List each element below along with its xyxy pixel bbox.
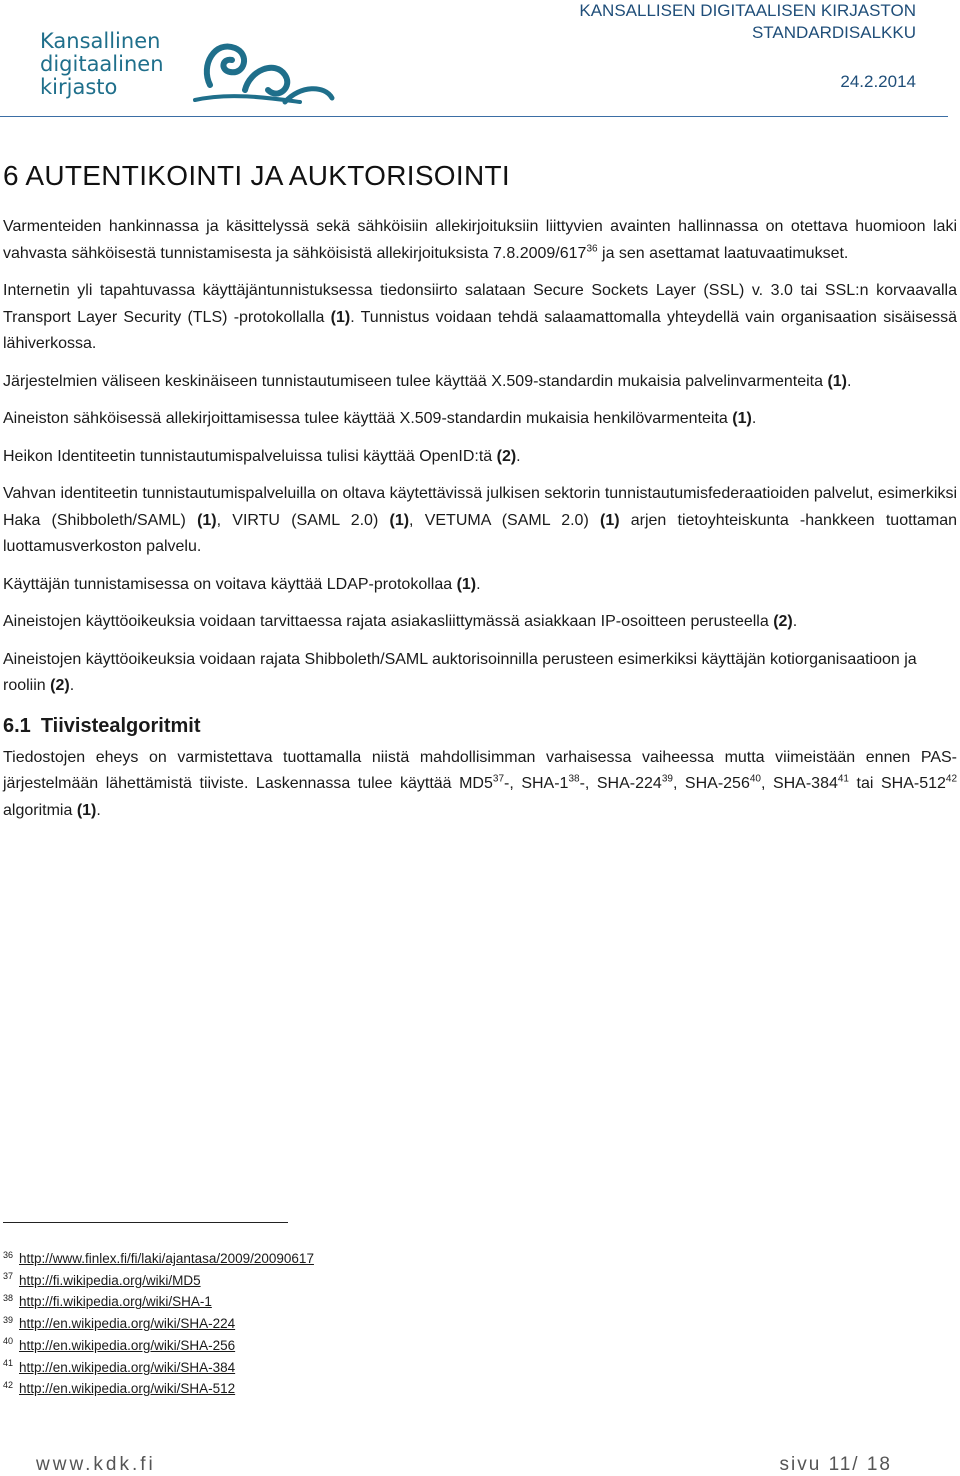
paragraph-2: Internetin yli tapahtuvassa käyttäjäntunnistuksessa tiedonsiirto salataan Secure Sockets Layer (SSL) v. 3.0 tai SSL:n korvaavalla Transport Layer Security (TLS) -protokollalla (1). Tunnistus voidaan tehdä salaamattomalla yhteydellä vain organisaation sisäisessä lähiverkossa. <box>3 282 957 352</box>
footnote-link-41[interactable]: http://en.wikipedia.org/wiki/SHA-384 <box>19 1359 236 1375</box>
paragraph-3: Järjestelmien väliseen keskinäiseen tunnistautumiseen tulee käyttää X.509-standardin mukaisia palvelinvarmenteita (1). <box>3 372 852 390</box>
footnote-link-42[interactable]: http://en.wikipedia.org/wiki/SHA-512 <box>19 1381 236 1397</box>
footnote-36: $^{36}$ http://www.finlex.fi/fi/laki/ajantasa/2009/20090617 <box>3 1249 314 1266</box>
paragraph-8: Aineistojen käyttöoikeuksia voidaan tarvittaessa rajata asiakasliittymässä asiakkaan IP-osoitteen perusteella (2). <box>3 613 798 630</box>
citation-ref: (2) <box>773 613 793 630</box>
page-content <box>3 156 957 835</box>
header-title-line-2: STANDARDISALKKU <box>751 23 916 42</box>
footnote-40: $^{40}$ http://en.wikipedia.org/wiki/SHA-256 <box>3 1336 236 1353</box>
header-date: 24.2.2014 <box>840 72 916 91</box>
kdk-logo <box>40 30 340 110</box>
footnote-ref-40: 40 <box>749 773 761 785</box>
paragraph-1: Varmenteiden hankinnassa ja käsittelyssä sekä sähköisiin allekirjoituksiin liittyvien avainten hallinnassa on otettava huomioon laki vahvasta sähköisestä tunnistamisesta ja sähköisistä allekirjoituksista $7.8.2009/617^{36}$ ja sen asettamat laatuvaatimukset. <box>3 218 957 262</box>
citation-ref: (1) <box>330 308 351 326</box>
paragraph-4: Aineiston sähköisessä allekirjoittamisessa tulee käyttää X.509-standardin mukaisia henkilövarmenteita (1). <box>3 410 757 427</box>
citation-ref: (2) <box>496 447 517 465</box>
header-title-line-1: KANSALLISEN DIGITAALISEN KIRJASTON <box>579 1 916 20</box>
footnote-link-40[interactable]: http://en.wikipedia.org/wiki/SHA-256 <box>19 1337 236 1353</box>
footnote-link-37[interactable]: http://fi.wikipedia.org/wiki/MD5 <box>19 1272 201 1288</box>
header-divider <box>0 116 948 117</box>
footnote-ref-39: 39 <box>661 773 673 785</box>
footer-page-number: sivu 11/ 18 <box>779 1454 892 1475</box>
citation-ref: (1) <box>456 575 477 593</box>
footnote-41: $^{41}$ http://en.wikipedia.org/wiki/SHA-384 <box>3 1358 236 1375</box>
logo-line-2: digitaalinen <box>40 52 164 76</box>
citation-ref: (1) <box>599 511 620 529</box>
subsection-title: Tiivistealgoritmit <box>40 714 201 737</box>
citation-ref: (1) <box>76 801 97 819</box>
footnote-ref-36: 36 <box>586 243 598 255</box>
paragraph-6: Vahvan identiteetin tunnistautumispalveluilla on oltava käytettävissä julkisen sektorin tunnistautumisfederaatioiden palvelut, esimerkiksi Haka (Shibboleth/SAML) (1), VIRTU (SAML 2.0) (1), VETUMA (SAML 2.0) (1) arjen tietoyhteiskunta -hankkeen tuottaman luottamusverkoston palvelu. <box>3 485 958 555</box>
subsection-heading <box>3 711 957 741</box>
citation-ref: (1) <box>197 511 217 529</box>
footnote-38: $^{38}$ http://fi.wikipedia.org/wiki/SHA-1 <box>3 1292 212 1310</box>
section-heading: 6 AUTENTIKOINTI JA AUKTORISOINTI <box>3 160 510 191</box>
citation-ref: (1) <box>389 511 410 529</box>
paragraph-5: Heikon Identiteetin tunnistautumispalveluissa tulisi käyttää OpenID:tä (2). <box>3 447 521 465</box>
footnote-39: $^{39}$ http://en.wikipedia.org/wiki/SHA-224 <box>3 1314 236 1332</box>
citation-ref: (1) <box>732 410 752 427</box>
citation-ref: (1) <box>827 372 848 390</box>
footnote-separator <box>3 1222 288 1223</box>
logo-line-3: kirjasto <box>40 75 118 99</box>
logo-swirl-icon <box>190 30 340 110</box>
footnote-ref-37: 37 <box>492 773 505 785</box>
footnote-42: $^{42}$ http://en.wikipedia.org/wiki/SHA-512 <box>3 1379 236 1397</box>
paragraph-9: Aineistojen käyttöoikeuksia voidaan rajata Shibboleth/SAML auktorisoinnilla perusteen esimerkiksi käyttäjän kotiorganisaatioon ja rooliin (2). <box>3 650 917 694</box>
citation-ref: (2) <box>50 677 70 694</box>
footnote-link-36[interactable]: http://www.finlex.fi/fi/laki/ajantasa/2009/20090617 <box>19 1251 314 1266</box>
footnote-ref-41: 41 <box>837 773 849 785</box>
footnote-ref-42: 42 <box>945 773 958 785</box>
footnote-link-38[interactable]: http://fi.wikipedia.org/wiki/SHA-1 <box>19 1294 212 1310</box>
paragraph-7: Käyttäjän tunnistamisessa on voitava käyttää LDAP-protokollaa (1). <box>3 575 481 593</box>
footnote-ref-38: 38 <box>568 773 580 785</box>
footnote-link-39[interactable]: http://en.wikipedia.org/wiki/SHA-224 <box>19 1316 236 1332</box>
footer-website[interactable]: www.kdk.fi <box>36 1454 156 1475</box>
document-header-title <box>579 0 916 44</box>
logo-line-1: Kansallinen <box>40 29 161 53</box>
subsection-number: 6.1 <box>3 714 31 737</box>
footnote-37: $^{37}$ http://fi.wikipedia.org/wiki/MD5 <box>3 1271 201 1288</box>
footnotes <box>3 1248 503 1400</box>
paragraph-hash-algorithms: Tiedostojen eheys on varmistettava tuottamalla niistä mahdollisimman varhaisessa vaiheessa mutta viimeistään ennen PAS-järjestelmään lähettämistä tiiviste. Laskennassa tulee käyttää $MD5^{37}-$, SHA-$1^{38}-$, SHA-$224^{39}$, SHA-$256^{40}$, SHA-$384^{41}$ tai SHA-$512^{42}$ algoritmia (1). <box>3 748 958 819</box>
